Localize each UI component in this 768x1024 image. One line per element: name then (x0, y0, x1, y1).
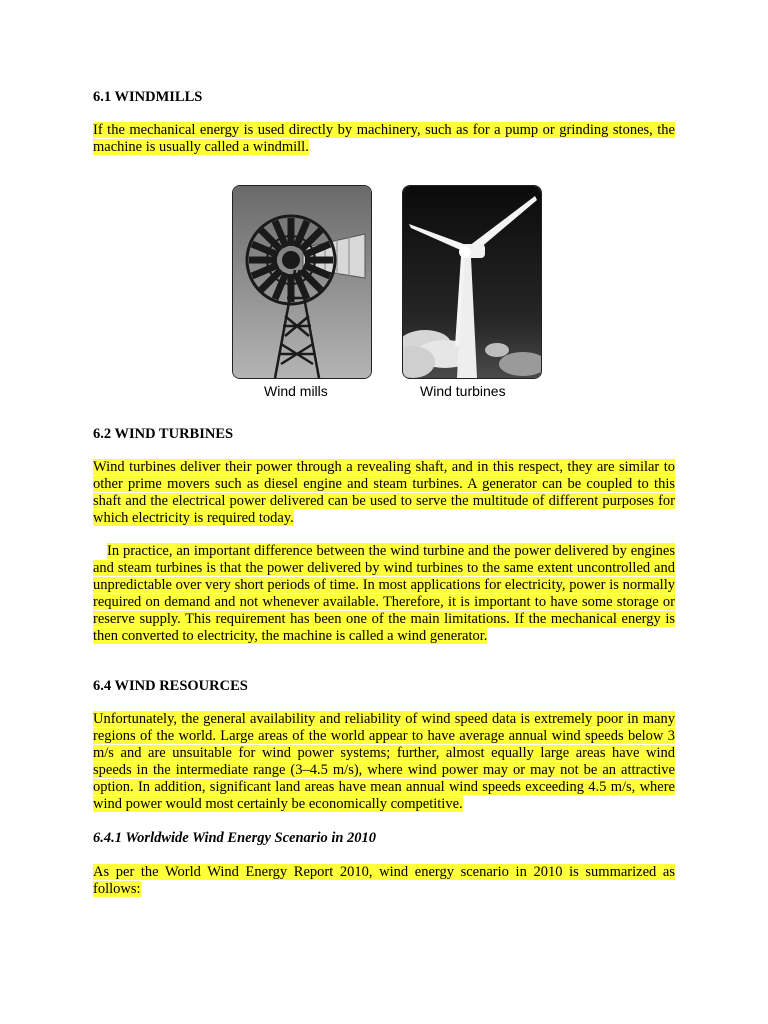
windmill-photo (232, 185, 372, 379)
para-wind-turbines-1 (93, 459, 675, 527)
caption-wind-mills: Wind mills (264, 383, 328, 399)
caption-wind-turbines: Wind turbines (420, 383, 506, 399)
highlight-windmills: If the mechanical energy is used directly by machinery, such as for a pump or grinding stones, the machine is usually called a windmill. (93, 122, 675, 155)
highlight-worldwide-scenario: As per the World Wind Energy Report 2010, wind energy scenario in 2010 is summarized as follows: (93, 864, 675, 897)
highlight-wind-resources: Unfortunately, the general availability and reliability of wind speed data is extremely poor in many regions of the world. Large areas of the world appear to have average annual wind speeds below 3 m/s and are unsuitable for wind power systems; further, almost equally large areas have wind speeds in the intermediate range (3–4.5 m/s), where wind power may or may not be an attractive option. In addition, significant land areas have mean annual wind speeds exceeding 4.5 m/s, where wind power would most certainly be economically competitive. (93, 711, 675, 812)
para-worldwide-scenario (93, 864, 675, 898)
para-windmills (93, 122, 675, 156)
heading-windmills: 6.1 WINDMILLS (93, 89, 203, 105)
para-wind-turbines-2 (93, 543, 675, 645)
highlight-wind-turbines-1: Wind turbines deliver their power through a revealing shaft, and in this respect, they are similar to other prime movers such as diesel engine and steam turbines. A generator can be coupled to this shaft and the electrical power delivered can be used to serve the multitude of different purposes for which electricity is required today. (93, 459, 675, 526)
heading-worldwide-scenario: 6.4.1 Worldwide Wind Energy Scenario in 2010 (93, 830, 377, 846)
wind-turbine-photo (402, 185, 542, 379)
para-wind-resources (93, 711, 675, 813)
heading-wind-resources: 6.4 WIND RESOURCES (93, 678, 248, 694)
wind-figure (230, 185, 540, 405)
highlight-wind-turbines-2: In practice, an important difference between the wind turbine and the power delivered by engines and steam turbines is that the power delivered by wind turbines to the same extent uncontrolled and unpredictable over very short periods of time. In most applications for electricity, power is normally required on demand and not whenever available. Therefore, it is important to have some storage or reserve supply. This requirement has been one of the main limitations. If the mechanical energy is then converted to electricity, the machine is called a wind generator. (93, 543, 675, 644)
heading-wind-turbines: 6.2 WIND TURBINES (93, 426, 234, 442)
